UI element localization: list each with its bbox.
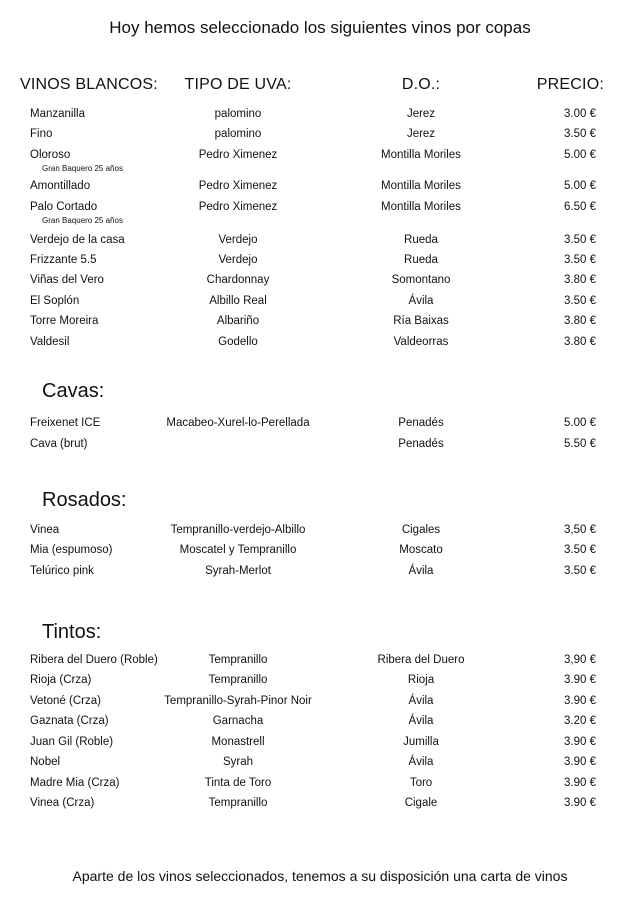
wine-grape: Moscatel y Tempranillo — [179, 544, 297, 556]
wine-row — [0, 234, 640, 248]
wine-name: Manzanilla — [30, 108, 85, 120]
wine-grape: Albillo Real — [209, 295, 267, 307]
wine-do: Ávila — [408, 695, 434, 707]
wine-grape: Verdejo — [218, 254, 258, 266]
wine-do: Somontano — [391, 274, 451, 286]
wine-do: Ávila — [408, 715, 434, 727]
wine-grape: Tempranillo — [208, 654, 268, 666]
wine-grape: Pedro Ximenez — [198, 149, 278, 161]
wine-name: Juan Gil (Roble) — [30, 736, 114, 748]
wine-name: Cava (brut) — [30, 438, 88, 450]
wine-do: Cigale — [404, 797, 438, 809]
wine-do: Valdeorras — [393, 336, 449, 348]
wine-price: 3.90 € — [564, 777, 596, 789]
wine-price: 6.50 € — [564, 201, 596, 213]
wine-do: Montilla Moriles — [381, 201, 461, 213]
wine-price: 3,50 € — [564, 524, 596, 536]
wine-do: Ávila — [408, 295, 434, 307]
wine-row — [0, 295, 640, 309]
wine-subtitle: Gran Baquero 25 años — [42, 216, 123, 225]
wine-grape: Macabeo-Xurel-lo-Perellada — [166, 417, 310, 429]
wine-grape: Tempranillo-Syrah-Pinor Noir — [164, 695, 312, 707]
wine-price: 3.50 € — [564, 234, 596, 246]
wine-name: Freixenet ICE — [30, 417, 101, 429]
wine-name: Palo Cortado — [30, 201, 98, 213]
wine-row — [0, 254, 640, 268]
wine-name: Frizzante 5.5 — [30, 254, 97, 266]
wine-price: 3.50 € — [564, 544, 596, 556]
wine-price: 3.50 € — [564, 254, 596, 266]
section-title-tintos: Tintos: — [42, 621, 102, 643]
wine-name: Verdejo de la casa — [30, 234, 125, 246]
wine-row — [0, 149, 640, 163]
wine-price: 3.50 € — [564, 295, 596, 307]
wine-row — [0, 797, 640, 811]
wine-row — [0, 695, 640, 709]
wine-name: Valdesil — [30, 336, 70, 348]
wine-grape: Pedro Ximenez — [198, 201, 278, 213]
wine-price: 3.90 € — [564, 797, 596, 809]
wine-name: Vinea (Crza) — [30, 797, 95, 809]
wine-row — [0, 674, 640, 688]
wine-do: Montilla Moriles — [381, 180, 461, 192]
wine-do: Ávila — [408, 565, 434, 577]
header-do: D.O.: — [401, 76, 441, 93]
wine-row — [0, 336, 640, 350]
wine-name: Torre Moreira — [30, 315, 99, 327]
wine-name: Fino — [30, 128, 53, 140]
wine-price: 3.20 € — [564, 715, 596, 727]
wine-grape: palomino — [214, 108, 262, 120]
wine-row — [0, 417, 640, 431]
wine-row — [0, 108, 640, 122]
wine-name: Gaznata (Crza) — [30, 715, 109, 727]
footer-note: Aparte de los vinos seleccionados, tenemos a su disposición una carta de vinos — [72, 868, 568, 884]
wine-grape: Tinta de Toro — [204, 777, 272, 789]
wine-grape: Tempranillo — [208, 797, 268, 809]
wine-price: 5.00 € — [564, 180, 596, 192]
wine-do: Ría Baixas — [393, 315, 449, 327]
wine-do: Moscato — [399, 544, 443, 556]
header-price: PRECIO: — [536, 76, 604, 93]
wine-price: 3.00 € — [564, 108, 596, 120]
wine-grape: Pedro Ximenez — [198, 180, 278, 192]
wine-row — [0, 654, 640, 668]
wine-name: Oloroso — [30, 149, 71, 161]
wine-grape: Garnacha — [212, 715, 264, 727]
wine-do: Ribera del Duero — [377, 654, 465, 666]
wine-do: Rueda — [404, 254, 438, 266]
wine-grape: Godello — [218, 336, 258, 348]
wine-do: Penadés — [398, 438, 444, 450]
wine-name: Madre Mia (Crza) — [30, 777, 120, 789]
wine-price: 3.90 € — [564, 674, 596, 686]
wine-row — [0, 180, 640, 194]
wine-name: Vetoné (Crza) — [30, 695, 101, 707]
wine-price: 3.50 € — [564, 565, 596, 577]
wine-name: Viñas del Vero — [30, 274, 104, 286]
wine-name: Rioja (Crza) — [30, 674, 92, 686]
wine-name: El Soplón — [30, 295, 80, 307]
section-title-cavas: Cavas: — [42, 380, 105, 402]
wine-name: Telúrico pink — [30, 565, 94, 577]
wine-do: Jerez — [406, 128, 436, 140]
wine-row — [0, 736, 640, 750]
wine-price: 5.00 € — [564, 149, 596, 161]
wine-grape: Tempranillo — [208, 674, 268, 686]
wine-do: Rioja — [407, 674, 435, 686]
header-wine: VINOS BLANCOS: — [20, 76, 158, 93]
wine-price: 3.80 € — [564, 274, 596, 286]
wine-name: Mia (espumoso) — [30, 544, 113, 556]
wine-price: 5.00 € — [564, 417, 596, 429]
wine-row — [0, 128, 640, 142]
wine-row — [0, 315, 640, 329]
wine-row — [0, 544, 640, 558]
wine-row — [0, 438, 640, 452]
wine-price: 3.80 € — [564, 315, 596, 327]
wine-row — [0, 565, 640, 579]
wine-do: Rueda — [404, 234, 438, 246]
wine-grape: Monastrell — [211, 736, 265, 748]
wine-price: 3,90 € — [564, 654, 596, 666]
wine-grape: palomino — [214, 128, 262, 140]
page-title: Hoy hemos seleccionado los siguientes vinos por copas — [109, 18, 531, 37]
wine-row — [0, 756, 640, 770]
wine-grape: Syrah — [222, 756, 254, 768]
section-title-rosados: Rosados: — [42, 489, 127, 511]
wine-grape: Chardonnay — [206, 274, 270, 286]
wine-name: Amontillado — [30, 180, 91, 192]
wine-price: 3.50 € — [564, 128, 596, 140]
wine-name: Nobel — [30, 756, 61, 768]
wine-price: 3.90 € — [564, 695, 596, 707]
wine-do: Cigales — [401, 524, 441, 536]
wine-grape: Tempranillo-verdejo-Albillo — [170, 524, 306, 536]
wine-do: Jerez — [406, 108, 436, 120]
wine-price: 3.90 € — [564, 736, 596, 748]
wine-do: Penadés — [398, 417, 444, 429]
wine-do: Montilla Moriles — [381, 149, 461, 161]
wine-grape: Albariño — [216, 315, 260, 327]
wine-row — [0, 274, 640, 288]
wine-row — [0, 201, 640, 215]
wine-row — [0, 777, 640, 791]
wine-row — [0, 524, 640, 538]
wine-do: Toro — [409, 777, 433, 789]
wine-do: Ávila — [408, 756, 434, 768]
wine-do: Jumilla — [403, 736, 439, 748]
wine-price: 5.50 € — [564, 438, 596, 450]
wine-grape: Verdejo — [218, 234, 258, 246]
wine-price: 3.90 € — [564, 756, 596, 768]
wine-grape: Syrah-Merlot — [205, 565, 271, 577]
wine-price: 3.80 € — [564, 336, 596, 348]
wine-name: Ribera del Duero (Roble) — [30, 654, 158, 666]
wine-subtitle: Gran Baquero 25 años — [42, 164, 123, 173]
wine-name: Vinea — [30, 524, 60, 536]
header-grape: TIPO DE UVA: — [184, 76, 292, 93]
wine-row — [0, 715, 640, 729]
